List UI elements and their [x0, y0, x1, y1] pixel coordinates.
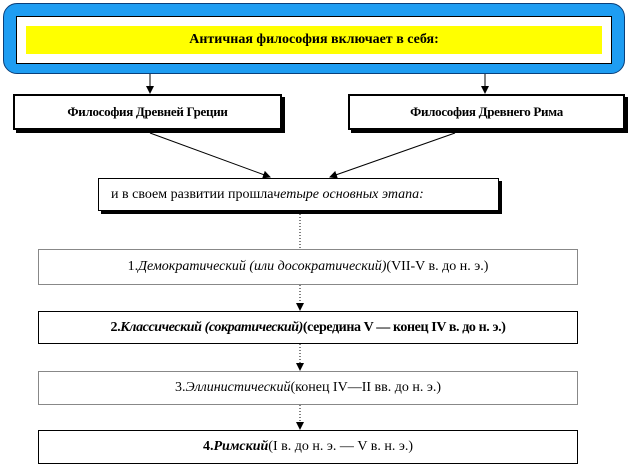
- stage-1: [38, 249, 578, 285]
- branch-greece: Философия Древней Греции: [13, 94, 282, 130]
- branch-rome: Философия Древнего Рима: [348, 94, 625, 130]
- stage-number: 4.: [202, 439, 214, 454]
- stage-number: 2.: [110, 319, 121, 335]
- stage-number: 1.: [127, 259, 139, 274]
- stage-period: (I в. до н. э. — V в. н. э.): [268, 439, 413, 454]
- stage-3: [38, 371, 578, 405]
- stage-2: [38, 311, 578, 344]
- stage-4: [38, 430, 578, 464]
- development-text: и в своем развитии прошла: [111, 186, 274, 202]
- stage-name: Римский: [213, 439, 269, 454]
- stage-name: Демократический (или досократический): [138, 259, 387, 274]
- banner-title: Античная философия включает в себя:: [26, 26, 602, 54]
- development-box: [98, 178, 499, 211]
- banner: [3, 3, 625, 74]
- stage-period: (VII-V в. до н. э.): [386, 259, 489, 274]
- stage-period: (конец IV—II вв. до н. э.): [290, 380, 442, 395]
- arrow-greece-to-development: [150, 133, 270, 177]
- banner-frame: [16, 16, 612, 64]
- stage-number: 3.: [174, 380, 186, 395]
- stage-period: (середина V — конец IV в. до н. э.): [302, 319, 506, 335]
- arrow-rome-to-development: [330, 133, 455, 177]
- stage-name: Эллинистический: [185, 380, 291, 395]
- stage-name: Классический (сократический): [120, 319, 303, 335]
- development-emphasis: четыре основных этапа:: [273, 186, 424, 202]
